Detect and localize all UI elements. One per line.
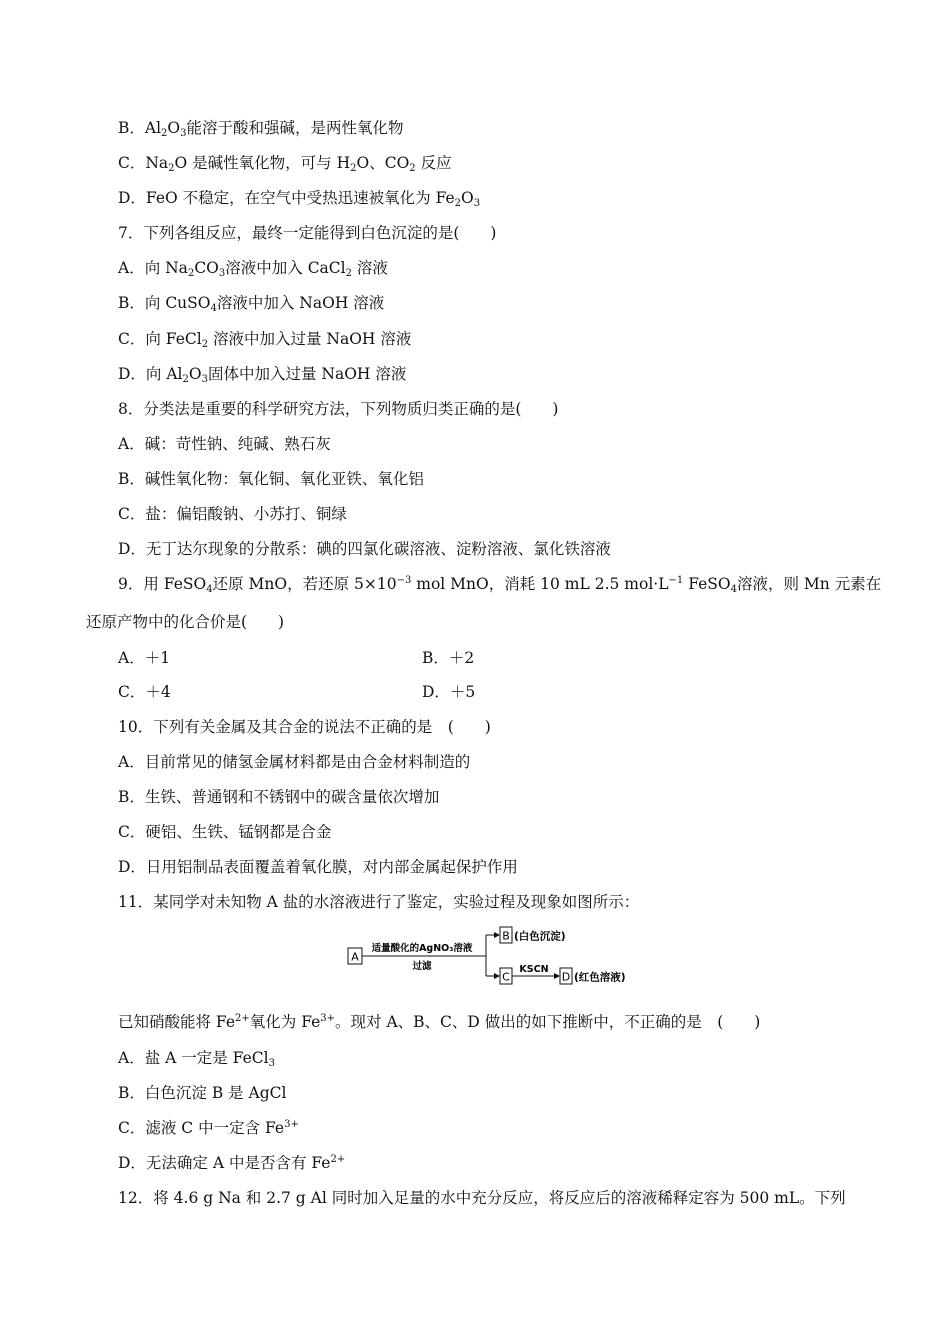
q11-option-a: A．盐 A 一定是 FeCl$_3$: [118, 1049, 275, 1069]
q11-option-c: C．滤液 C 中一定含 $Fe^{3+}$: [118, 1119, 299, 1137]
box-b-label: B: [502, 929, 510, 943]
q8-option-c: C．盐：偏铝酸钠、小苏打、铜绿: [118, 505, 347, 523]
arrow-head-c: [494, 973, 500, 979]
d-note: (红色溶液): [574, 971, 626, 984]
q9-option-d: D．＋5: [422, 683, 476, 701]
q10-option-b: B．生铁、普通钢和不锈钢中的碳含量依次增加: [118, 788, 440, 806]
b-note: (白色沉淀): [514, 930, 566, 943]
q6-option-b: B．$Al_2O_3$能溶于酸和强碱，是两性氧化物: [118, 119, 404, 139]
q8-stem: 8．分类法是重要的科学研究方法，下列物质归类正确的是( ): [118, 400, 559, 418]
q11-option-b: B．白色沉淀 B 是 AgCl: [118, 1084, 287, 1102]
q11-flow-diagram: [346, 924, 646, 990]
q7-option-d: D．向 $Al_2O_3$固体中加入过量 NaOH 溶液: [118, 365, 407, 385]
q9-stem-continued: 还原产物中的化合价是( ): [86, 613, 285, 631]
filter-label: 过滤: [412, 961, 432, 972]
arrow-head-d: [554, 973, 560, 979]
q11-stem: 11．某同学对未知物 A 盐的水溶液进行了鉴定，实验过程及现象如图所示：: [118, 893, 640, 911]
q10-option-c: C．硬铝、生铁、锰钢都是合金: [118, 823, 332, 841]
q8-option-b: B．碱性氧化物：氧化铜、氧化亚铁、氧化铝: [118, 470, 424, 488]
q11-option-d: D．无法确定 A 中是否含有 $Fe^{2+}$: [118, 1154, 346, 1172]
q8-option-a: A．碱：苛性钠、纯碱、熟石灰: [118, 435, 331, 453]
reagent-label: 适量酸化的AgNO₃溶液: [371, 943, 473, 954]
q7-option-c: C．向 FeCl$_2$ 溶液中加入过量 NaOH 溶液: [118, 330, 412, 350]
q8-option-d: D．无丁达尔现象的分散系：碘的四氯化碳溶液、淀粉溶液、氯化铁溶液: [118, 540, 611, 558]
q11-known-text: 已知硝酸能将 $Fe^{2+}$氧化为 $Fe^{3+}$。现对 A、B、C、D 做出的如下推断中，不正确的是 ( ): [118, 1013, 761, 1031]
box-c-label: C: [502, 970, 510, 984]
q6-option-c: C．$Na_2O$ 是碱性氧化物，可与 $H_2O$、$CO_2$ 反应: [118, 154, 452, 174]
kscn-label: KSCN: [519, 964, 549, 975]
box-d-label: D: [561, 970, 571, 984]
q9-option-a: A．＋1: [118, 649, 171, 667]
q7-option-a: A．向 $Na_2CO_3$溶液中加入 CaCl$_2$ 溶液: [118, 259, 388, 279]
q7-option-b: B．向 CuSO$_4$溶液中加入 NaOH 溶液: [118, 294, 385, 314]
q7-stem: 7．下列各组反应，最终一定能得到白色沉淀的是( ): [118, 224, 497, 242]
q9-option-b: B．＋2: [422, 649, 475, 667]
q10-option-a: A．目前常见的储氢金属材料都是由合金材料制造的: [118, 753, 471, 771]
q10-option-d: D．日用铝制品表面覆盖着氧化膜，对内部金属起保护作用: [118, 858, 518, 876]
q12-stem: 12．将 4.6 g Na 和 2.7 g Al 同时加入足量的水中充分反应，将反应后的溶液稀释定容为 500 mL。下列: [118, 1189, 846, 1207]
q9-stem: 9．用 FeSO$_4$还原 MnO，若还原 $5\times 10^{-3}$ mol MnO，消耗 10 mL 2.5 $mol\cdot L^{-1}$ FeSO$_4$溶液，则 Mn 元素在: [118, 575, 882, 595]
box-a-label: A: [351, 950, 359, 964]
arrow-head-b: [494, 932, 500, 938]
q6-option-d: D．FeO 不稳定，在空气中受热迅速被氧化为 $Fe_2O_3$: [118, 189, 481, 209]
q10-stem: 10．下列有关金属及其合金的说法不正确的是 ( ): [118, 718, 491, 736]
q9-option-c: C．＋4: [118, 683, 171, 701]
